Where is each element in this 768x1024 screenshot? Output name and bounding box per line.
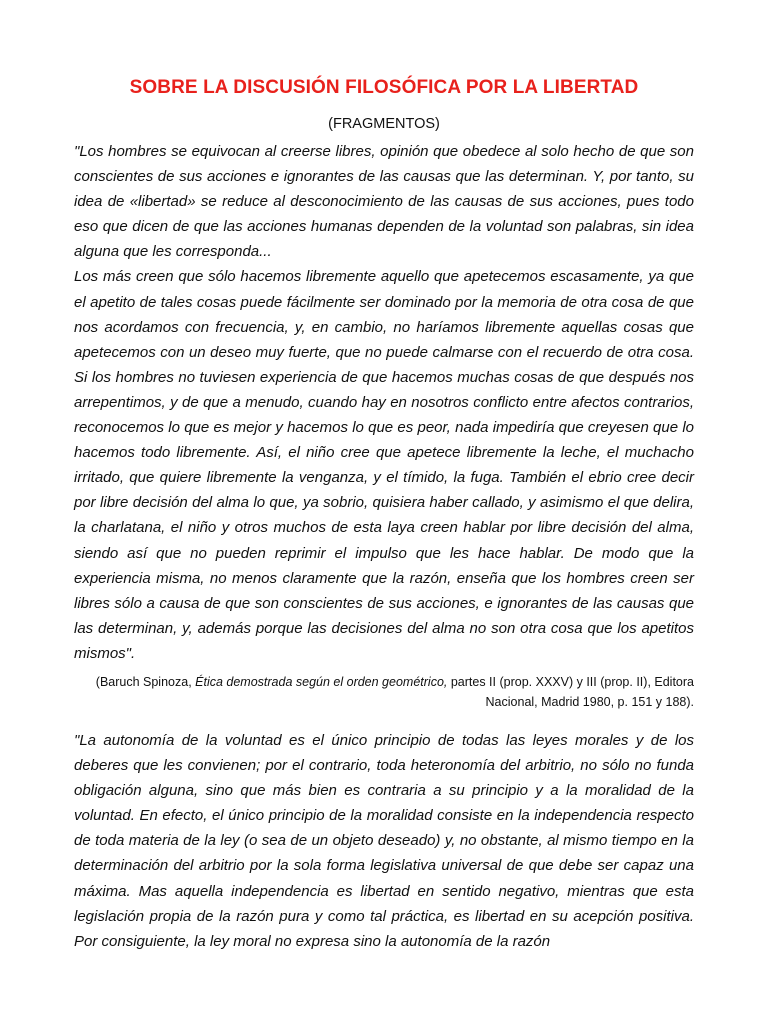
document-subtitle: (FRAGMENTOS) [328,116,440,132]
citation-work-title: Ética demostrada según el orden geométrico, [195,674,448,689]
spinoza-quote-paragraph-1: "Los hombres se equivocan al creerse libres, opinión que obedece al solo hecho de que son conscientes de sus acciones e ignorantes de las causas que las determinan. Y, por tanto, su idea de «libertad» se reduce al desconocimiento de las causas de sus acciones, pues todo eso que dicen de que las acciones humanas dependen de la voluntad son palabras, sin idea alguna que les corresponda... [74,143,694,261]
citation-suffix: partes II (prop. XXXV) y III (prop. II), Editora Nacional, Madrid 1980, p. 151 y 188). [447,674,694,709]
citation-prefix: (Baruch Spinoza, [95,674,196,689]
kant-quote-paragraph: "La autonomía de la voluntad es el único principio de todas las leyes morales y de los deberes que les convienen; por el contrario, toda heteronomía del arbitrio, no sólo no funda obligación alguna, sino que más bien es contraria a su principio y a la moralidad de la voluntad. En efecto, el único principio de la moralidad consiste en la independencia respecto de toda materia de la ley (o sea de un objeto deseado) y, no obstante, al mismo tiempo en la determinación del arbitrio por la sola forma legislativa universal de que debe ser capaz una máxima. Mas aquella independencia es libertad en sentido negativo, mientras que esta legislación propia de la razón pura y como tal práctica, es libertad en su acepción positiva. Por consiguiente, la ley moral no expresa sino la autonomía de la razón [74,731,694,950]
document-title: SOBRE LA DISCUSIÓN FILOSÓFICA POR LA LIBERTAD [129,77,639,98]
spinoza-citation [74,672,694,712]
spinoza-quote-paragraph-2: Los más creen que sólo hacemos libremente aquello que apetecemos escasamente, ya que el apetito de tales cosas puede fácilmente ser dominado por la memoria de otra cosa de que nos acordamos con frecuencia, y, en cambio, no haríamos libremente aquellas cosas que apetecemos con un deseo muy fuerte, que no puede calmarse con el recuerdo de otra cosa. Si los hombres no tuviesen experiencia de que hacemos muchas cosas de que después nos arrepentimos, y de que a menudo, cuando hay en nosotros conflicto entre afectos contrarios, reconocemos lo que es mejor y hacemos lo que es peor, nada impediría que creyesen que lo hacemos todo libremente. Así, el niño cree que apetece libremente la leche, el muchacho irritado, que quiere libremente la venganza, y el tímido, la fuga. También el ebrio cree decir por libre decisión del alma lo que, ya sobrio, quisiera haber callado, y asimismo el que delira, la charlatana, el niño y otros muchos de esta laya creen hablar por libre decisión del alma, siendo así que no pueden reprimir el impulso que les hace hablar. De modo que la experiencia misma, no menos claramente que la razón, enseña que los hombres creen ser libres sólo a causa de que son conscientes de sus acciones, e ignorantes de las causas que las determinan, y, además porque las decisiones del alma no son otra cosa que los apetitos mismos". [74,268,694,662]
document-page [74,72,694,954]
